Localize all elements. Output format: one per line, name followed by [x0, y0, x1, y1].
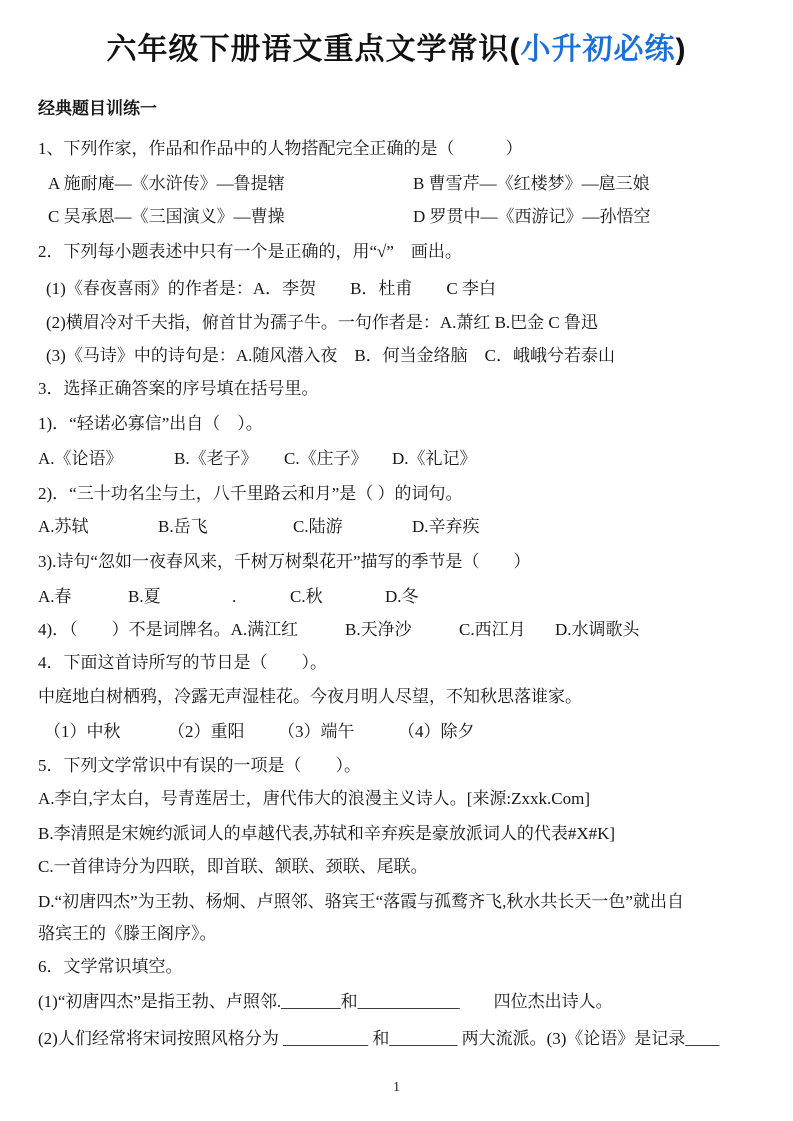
- text-line: [0, 446, 793, 472]
- text-line: [0, 954, 793, 980]
- text-segment: (2)人们经常将宋词按照风格分为 __________ 和________ 两大流派。(3)《论语》是记录____: [38, 1029, 720, 1048]
- text-segment: B 曹雪芹—《红楼梦》—扈三娘: [413, 174, 650, 193]
- text-segment: A 施耐庵—《水浒传》—鲁提辖: [48, 174, 285, 193]
- text-segment: B.《老子》: [174, 449, 258, 468]
- text-line: [0, 753, 793, 779]
- text-line: [0, 376, 793, 402]
- text-segment: A.李白,字太白，号青莲居士，唐代伟大的浪漫主义诗人。[来源:Zxxk.Com]: [38, 789, 591, 808]
- text-line: [0, 411, 793, 437]
- text-segment: C.《庄子》: [284, 449, 368, 468]
- text-line: [0, 786, 793, 812]
- text-segment: 2．下列每小题表述中只有一个是正确的，用“√” 画出。: [38, 242, 462, 261]
- text-segment: 经典题目训练一: [38, 99, 157, 118]
- text-line: [0, 514, 793, 540]
- text-line: [0, 481, 793, 507]
- text-line: [0, 650, 793, 676]
- text-segment: （2）重阳: [168, 722, 245, 741]
- text-segment: 3).诗句“忽如一夜春风来，千树万树梨花开”描写的季节是（ ）: [38, 552, 531, 571]
- text-segment: D.冬: [385, 587, 419, 606]
- text-segment: 中庭地白树栖鸦，冷露无声湿桂花。今夜月明人尽望，不知秋思落谁家。: [38, 687, 582, 706]
- text-line: [0, 684, 793, 710]
- text-segment: B.李清照是宋婉约派词人的卓越代表,苏轼和辛弃疾是豪放派词人的代表#X#K]: [38, 824, 616, 843]
- text-segment: （1）中秋: [44, 722, 121, 741]
- title-suffix: ): [675, 33, 687, 66]
- text-segment: D.水调歌头: [555, 620, 640, 639]
- text-segment: C.西江月: [459, 620, 526, 639]
- text-line: [0, 276, 793, 302]
- text-line: [0, 821, 793, 847]
- text-segment: （3）端午: [278, 722, 355, 741]
- text-segment: 骆宾王的《滕王阁序》。: [38, 924, 217, 943]
- text-segment: D.《礼记》: [392, 449, 477, 468]
- text-segment: B.岳飞: [158, 517, 208, 536]
- text-segment: 1)．“轻诺必寡信”出自（ ）。: [38, 414, 263, 433]
- title-prefix: 六年级下册语文重点文学常识(: [106, 33, 521, 66]
- text-segment: C.一首律诗分为四联，即首联、颔联、颈联、尾联。: [38, 857, 428, 876]
- text-segment: C.秋: [290, 587, 323, 606]
- text-segment: (1)“初唐四杰”是指王勃、卢照邻._______和____________ 四位杰出诗人。: [38, 992, 613, 1011]
- text-line: [0, 1026, 793, 1052]
- text-line: [0, 343, 793, 369]
- text-line: [0, 204, 793, 230]
- text-segment: 4)．（ ）不是词牌名。A.满江红: [38, 620, 299, 639]
- text-line: [0, 719, 793, 745]
- text-line: [0, 854, 793, 880]
- text-line: [0, 310, 793, 336]
- text-segment: 1、下列作家，作品和作品中的人物搭配完全正确的是（ ）: [38, 139, 523, 158]
- text-segment: (3)《马诗》中的诗句是：A.随风潜入夜 B．何当金络脑 C．峨峨兮若泰山: [46, 346, 616, 365]
- text-line: [0, 889, 793, 915]
- text-segment: C 吴承恩—《三国演义》—曹操: [48, 207, 285, 226]
- text-segment: （4）除夕: [398, 722, 475, 741]
- text-line: [0, 171, 793, 197]
- text-line: [0, 96, 793, 122]
- text-line: [0, 136, 793, 162]
- text-line: [0, 549, 793, 575]
- text-segment: B.天净沙: [345, 620, 412, 639]
- text-segment: 6．文学常识填空。: [38, 957, 183, 976]
- text-segment: (2)横眉冷对千夫指，俯首甘为孺子牛。一句作者是：A.萧红 B.巴金 C 鲁迅: [46, 313, 599, 332]
- text-segment: A.苏轼: [38, 517, 89, 536]
- text-segment: 4．下面这首诗所写的节日是（ ）。: [38, 653, 327, 672]
- text-segment: (1)《春夜喜雨》的作者是：A．李贺 B．杜甫 C 李白: [46, 279, 497, 298]
- page-number: 1: [393, 1080, 400, 1095]
- text-segment: D.辛弃疾: [412, 517, 480, 536]
- title-highlight: 小升初必练: [520, 33, 676, 66]
- text-line: [0, 989, 793, 1015]
- text-segment: A.《论语》: [38, 449, 123, 468]
- text-segment: 2)．“三十功名尘与土，八千里路云和月”是（ ）的词句。: [38, 484, 463, 503]
- text-segment: D.“初唐四杰”为王勃、杨炯、卢照邻、骆宾王“落霞与孤鹜齐飞,秋水共长天一色”就出自: [38, 892, 684, 911]
- text-segment: 3．选择正确答案的序号填在括号里。: [38, 379, 319, 398]
- text-line: [0, 584, 793, 610]
- text-segment: A.春: [38, 587, 72, 606]
- text-segment: B.夏: [128, 587, 161, 606]
- text-line: [0, 921, 793, 947]
- text-line: [0, 617, 793, 643]
- text-segment: C.陆游: [293, 517, 343, 536]
- text-line: [0, 239, 793, 265]
- text-segment: D 罗贯中—《西游记》—孙悟空: [413, 207, 651, 226]
- text-segment: .: [232, 587, 237, 606]
- text-segment: 5．下列文学常识中有误的一项是（ ）。: [38, 756, 361, 775]
